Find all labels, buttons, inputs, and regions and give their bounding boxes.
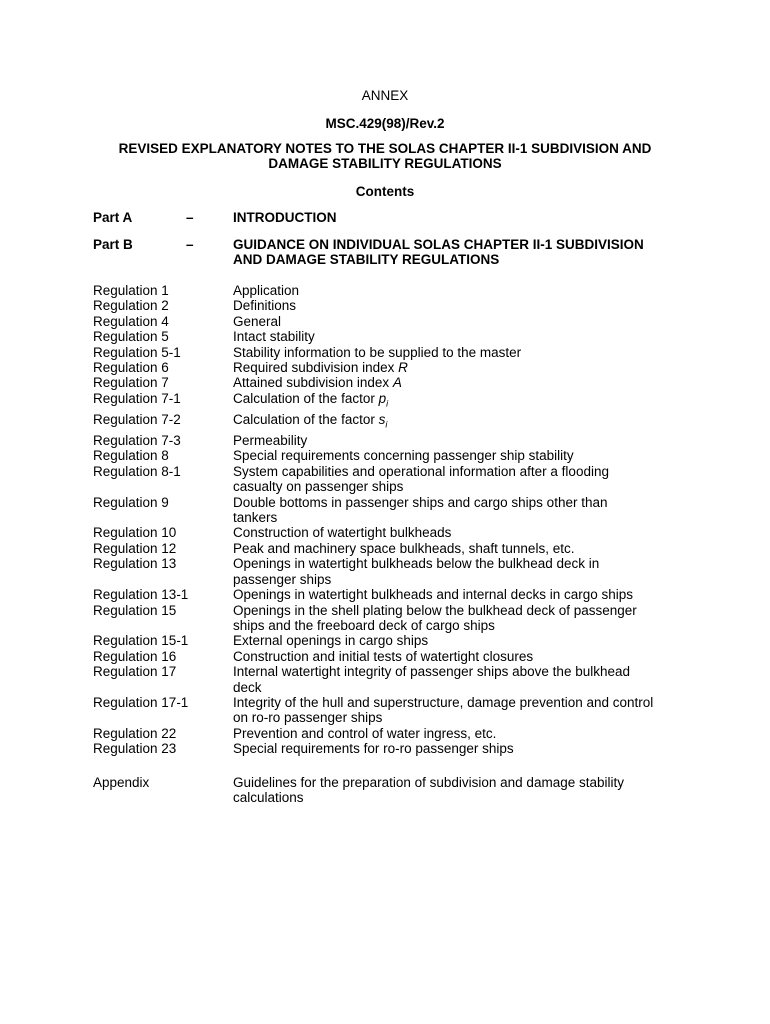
regulation-title [233, 664, 683, 695]
regulation-row [93, 283, 693, 298]
regulation-title [233, 448, 683, 463]
regulation-title-text: General [233, 313, 282, 329]
regulation-row [93, 741, 693, 756]
regulation-title [233, 345, 683, 360]
regulation-title-text: passenger ships [233, 571, 332, 587]
part-label: Part A [93, 210, 133, 225]
regulation-title [233, 360, 683, 375]
regulation-title-line [233, 314, 683, 329]
regulation-label: Regulation 4 [93, 313, 169, 329]
regulation-title-line [233, 412, 683, 433]
regulation-title [233, 695, 683, 726]
regulation-label: Regulation 22 [93, 725, 177, 741]
regulation-title-text: Special requirements concerning passenger ship stability [233, 448, 574, 464]
annex-heading: ANNEX [361, 88, 409, 103]
regulation-title [233, 391, 683, 412]
regulation-symbol: A [392, 375, 402, 391]
regulation-label: Regulation 9 [93, 494, 169, 510]
regulation-title-text: ships and the freeboard deck of cargo ships [233, 617, 495, 633]
regulation-row [93, 360, 693, 375]
regulation-title-line [233, 360, 683, 375]
regulation-title-text: tankers [233, 510, 278, 526]
regulation-title-line [233, 525, 683, 540]
regulation-row [93, 495, 693, 526]
regulation-title-text: casualty on passenger ships [233, 479, 404, 495]
regulation-title-line [233, 556, 683, 571]
regulation-title [233, 556, 683, 587]
regulation-label: Regulation 13-1 [93, 587, 189, 603]
regulation-label: Regulation 5 [93, 329, 169, 345]
regulation-title [233, 649, 683, 664]
regulation-label: Regulation 8-1 [93, 463, 181, 479]
regulation-title-text: Prevention and control of water ingress, etc. [233, 725, 497, 741]
regulation-title-text: Integrity of the hull and superstructure, damage prevention and control [233, 694, 654, 710]
regulation-label: Regulation 13 [93, 556, 177, 572]
regulation-title [233, 587, 683, 602]
regulation-title-text: Calculation of the factor [233, 390, 379, 406]
regulation-title [233, 603, 683, 634]
regulation-list [93, 283, 693, 757]
part-dash: – [186, 237, 194, 252]
regulation-title-text: Permeability [233, 433, 308, 449]
regulation-title [233, 741, 683, 756]
document-title-line-1: REVISED EXPLANATORY NOTES TO THE SOLAS CHAPTER II-1 SUBDIVISION AND [118, 141, 652, 156]
regulation-row [93, 556, 693, 587]
part-label: Part B [93, 237, 133, 252]
regulation-title-line [233, 345, 683, 360]
regulation-label: Regulation 7 [93, 375, 169, 391]
regulation-title-line [233, 329, 683, 344]
regulation-title-text: External openings in cargo ships [233, 633, 429, 649]
part-title-line: AND DAMAGE STABILITY REGULATIONS [233, 252, 500, 268]
regulation-label: Regulation 7-2 [93, 411, 181, 427]
regulation-label: Regulation 8 [93, 448, 169, 464]
document-id: MSC.429(98)/Rev.2 [325, 116, 445, 131]
regulation-title [233, 495, 683, 526]
regulation-title-line [233, 448, 683, 463]
regulation-label: Regulation 5-1 [93, 344, 181, 360]
regulation-row [93, 298, 693, 313]
part-title-line: INTRODUCTION [233, 210, 337, 225]
regulation-title [233, 375, 683, 390]
regulation-row [93, 525, 693, 540]
regulation-title [233, 464, 683, 495]
regulation-row [93, 587, 693, 602]
appendix-label: Appendix [93, 775, 150, 790]
regulation-title-line [233, 680, 683, 695]
regulation-row [93, 541, 693, 556]
regulation-title-line [233, 664, 683, 679]
regulation-title-line [233, 375, 683, 390]
regulation-title [233, 525, 683, 540]
regulation-title-text: System capabilities and operational information after a flooding [233, 463, 609, 479]
regulation-row [93, 345, 693, 360]
regulation-title-text: on ro-ro passenger ships [233, 710, 383, 726]
regulation-title-line [233, 603, 683, 618]
regulation-row [93, 375, 693, 390]
regulation-label: Regulation 12 [93, 540, 177, 556]
regulation-row [93, 433, 693, 448]
regulation-title [233, 298, 683, 313]
regulation-title-text: Special requirements for ro-ro passenger ships [233, 741, 514, 757]
regulation-row [93, 412, 693, 433]
regulation-row [93, 603, 693, 634]
regulation-label: Regulation 1 [93, 283, 169, 298]
regulation-label: Regulation 15 [93, 602, 177, 618]
regulation-label: Regulation 15-1 [93, 633, 189, 649]
regulation-title-text: Construction and initial tests of watertight closures [233, 648, 534, 664]
regulation-row [93, 649, 693, 664]
regulation-title-line [233, 741, 683, 756]
regulation-label: Regulation 2 [93, 298, 169, 314]
regulation-title-text: Intact stability [233, 329, 315, 345]
regulation-title-text: Definitions [233, 298, 297, 314]
regulation-title-text: Openings in the shell plating below the bulkhead deck of passenger [233, 602, 637, 618]
regulation-title-line [233, 495, 683, 510]
regulation-title [233, 314, 683, 329]
regulation-title-line [233, 633, 683, 648]
regulation-title [233, 283, 683, 298]
appendix-title-line: calculations [233, 790, 304, 806]
regulation-title-text: Required subdivision index [233, 360, 399, 376]
part-title [233, 210, 683, 225]
regulation-label: Regulation 17 [93, 664, 177, 680]
regulation-title-text: Attained subdivision index [233, 375, 393, 391]
regulation-label: Regulation 23 [93, 741, 177, 757]
regulation-title-line [233, 695, 683, 710]
document-title-line-2: DAMAGE STABILITY REGULATIONS [268, 156, 502, 172]
regulation-label: Regulation 7-1 [93, 390, 181, 406]
regulation-label: Regulation 16 [93, 648, 177, 664]
regulation-title-line [233, 479, 683, 494]
regulation-title-line [233, 464, 683, 479]
regulation-row [93, 726, 693, 741]
regulation-title-text: Openings in watertight bulkheads below the bulkhead deck in [233, 556, 600, 572]
regulation-title [233, 541, 683, 556]
document-title [0, 141, 770, 172]
regulation-title-line [233, 298, 683, 313]
regulation-row [93, 633, 693, 648]
regulation-row [93, 695, 693, 726]
regulation-title-line [233, 433, 683, 448]
regulation-title-text: Peak and machinery space bulkheads, shaft tunnels, etc. [233, 540, 575, 556]
regulation-label: Regulation 7-3 [93, 433, 181, 449]
regulation-title [233, 726, 683, 741]
part-dash: – [186, 210, 194, 225]
regulation-title-text: Construction of watertight bulkheads [233, 525, 452, 541]
contents-heading: Contents [355, 184, 415, 199]
regulation-title [233, 329, 683, 344]
regulation-title-line [233, 391, 683, 412]
regulation-title [233, 412, 683, 433]
regulation-row [93, 448, 693, 463]
regulation-row [93, 314, 693, 329]
part-title-line: GUIDANCE ON INDIVIDUAL SOLAS CHAPTER II-1 SUBDIVISION [233, 237, 644, 252]
regulation-title-line [233, 572, 683, 587]
regulation-row [93, 664, 693, 695]
regulation-label: Regulation 17-1 [93, 694, 189, 710]
regulation-title-text: Stability information to be supplied to the master [233, 344, 522, 360]
regulation-title-text: Internal watertight integrity of passenger ships above the bulkhead [233, 664, 630, 680]
appendix-row [93, 775, 693, 806]
regulation-title-text: Application [233, 283, 300, 298]
regulation-label: Regulation 10 [93, 525, 177, 541]
regulation-title-text: deck [233, 679, 262, 695]
regulation-label: Regulation 6 [93, 360, 169, 376]
appendix-title-line: Guidelines for the preparation of subdivision and damage stability [233, 775, 624, 790]
appendix-title [233, 775, 683, 806]
regulation-title-line [233, 618, 683, 633]
part-title [233, 237, 683, 268]
regulation-symbol: $s_i$ [378, 411, 388, 430]
regulation-title-line [233, 587, 683, 602]
regulation-title-line [233, 726, 683, 741]
regulation-title [233, 433, 683, 448]
regulation-title-line [233, 649, 683, 664]
regulation-title-line [233, 541, 683, 556]
regulation-title-line [233, 283, 683, 298]
regulation-row [93, 391, 693, 412]
regulation-row [93, 464, 693, 495]
regulation-title-line [233, 510, 683, 525]
regulation-symbol: $p_i$ [378, 390, 389, 409]
regulation-row [93, 329, 693, 344]
regulation-symbol: R [398, 360, 408, 376]
regulation-title-text: Calculation of the factor [233, 411, 379, 427]
regulation-title [233, 633, 683, 648]
regulation-title-text: Openings in watertight bulkheads and internal decks in cargo ships [233, 587, 633, 603]
regulation-title-line [233, 710, 683, 725]
regulation-title-text: Double bottoms in passenger ships and cargo ships other than [233, 494, 608, 510]
